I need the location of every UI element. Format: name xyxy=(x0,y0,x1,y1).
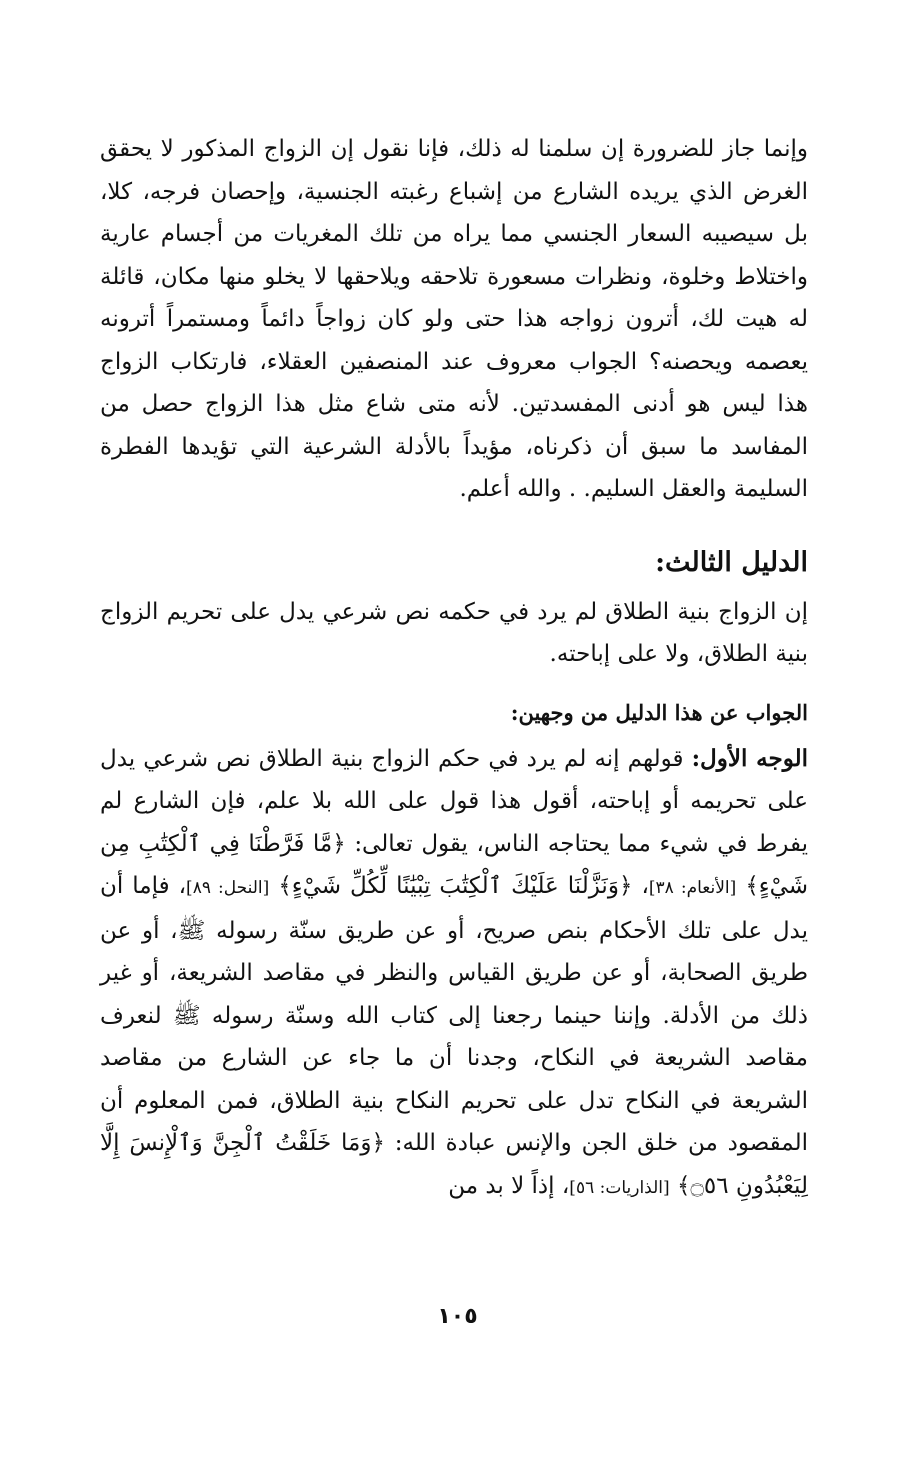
quran-verse-2: ﴿وَنَزَّلْنَا عَلَيْكَ ٱلْكِتَٰبَ تِبْيَٰنًا لِّكُلِّ شَيْءٍ﴾ xyxy=(278,873,633,899)
page-number: ١٠٥ xyxy=(437,1304,478,1329)
verse-citation-1: [الأنعام: ٣٨] xyxy=(648,878,737,898)
quran-verse-1: ﴿مَّا فَرَّطْنَا فِي ٱلْكِتَٰبِ مِن شَيْءٍ﴾ xyxy=(100,830,809,899)
paragraph-third-evidence: إن الزواج بنية الطلاق لم يرد في حكمه نص شرعي يدل على تحريم الزواج بنية الطلاق، ولا على إباحته. xyxy=(100,598,808,667)
verse-citation-2: [النحل: ٨٩] xyxy=(186,878,270,898)
first-aspect-label: الوجه الأول: xyxy=(691,744,808,772)
separator-1: ، xyxy=(641,873,649,899)
first-aspect-text-3: ، إذاً لا بد من xyxy=(448,1172,570,1199)
paragraph-intro: وإنما جاز للضرورة إن سلمنا له ذلك، فإنا نقول إن الزواج المذكور لا يحقق الغرض الذي يريده الشارع من إشباع رغبته الجنسية، وإحصان فرجه، كلا، بل سيصيبه السعار الجنسي مما يراه من تلك المغريات من أجسام عارية واختلاط وخلوة، ونظرات مسعورة تلاحقه ويلاحقها لا يخلو منها مكان، قائلة له هيت لك، أترون زواجه هذا حتى ولو كان زواجاً دائماً ومستمراً أترونه يعصمه ويحصنه؟ الجواب معروف عند المنصفين العقلاء، فارتكاب الزواج هذا ليس هو أدنى المفسدتين. لأنه متى شاع مثل هذا الزواج حصل من المفاسد ما سبق أن ذكرناه، مؤيداً بالأدلة الشرعية التي تؤيدها الفطرة السليمة والعقل السليم. . والله أعلم. xyxy=(100,136,808,502)
subheading-answer: الجواب عن هذا الدليل من وجهين: xyxy=(510,699,808,725)
document-page xyxy=(100,128,808,1209)
paragraph-first-aspect xyxy=(100,738,808,1210)
verse-citation-3: [الذاريات: ٥٦] xyxy=(569,1177,670,1198)
section-heading-third-evidence: الدليل الثالث: xyxy=(655,546,808,578)
first-aspect-text-1: قولهم إنه لم يرد في حكم الزواج بنية الطلاق نص شرعي يدل على تحريمه أو إباحته، أقول هذا قول على الله بلا علم، فإن الشارع لم يفرط في شيء مما يحتاجه الناس، يقول تعالى: xyxy=(100,745,808,857)
quran-verse-3: ﴿وَمَا خَلَقْتُ ٱلْجِنَّ وَٱلْإِنسَ إِلَّا لِيَعْبُدُونِ ۝٥٦﴾ xyxy=(100,1130,808,1199)
first-aspect-text-2: ، فإما أن يدل على تلك الأحكام بنص صريح، أو عن طريق سنّة رسوله ﷺ، أو عن طريق الصحابة، أو عن طريق القياس والنظر في مقاصد الشريعة، أو غير ذلك من الأدلة. وإننا حينما رجعنا إلى كتاب الله وسنّة رسوله ﷺ لنعرف مقاصد الشريعة في النكاح، وجدنا أن ما جاء عن الشارع من مقاصد الشريعة في النكاح تدل على تحريم النكاح بنية الطلاق، فمن المعلوم أن المقصود من خلق الجن والإنس عبادة الله: xyxy=(100,873,809,1156)
